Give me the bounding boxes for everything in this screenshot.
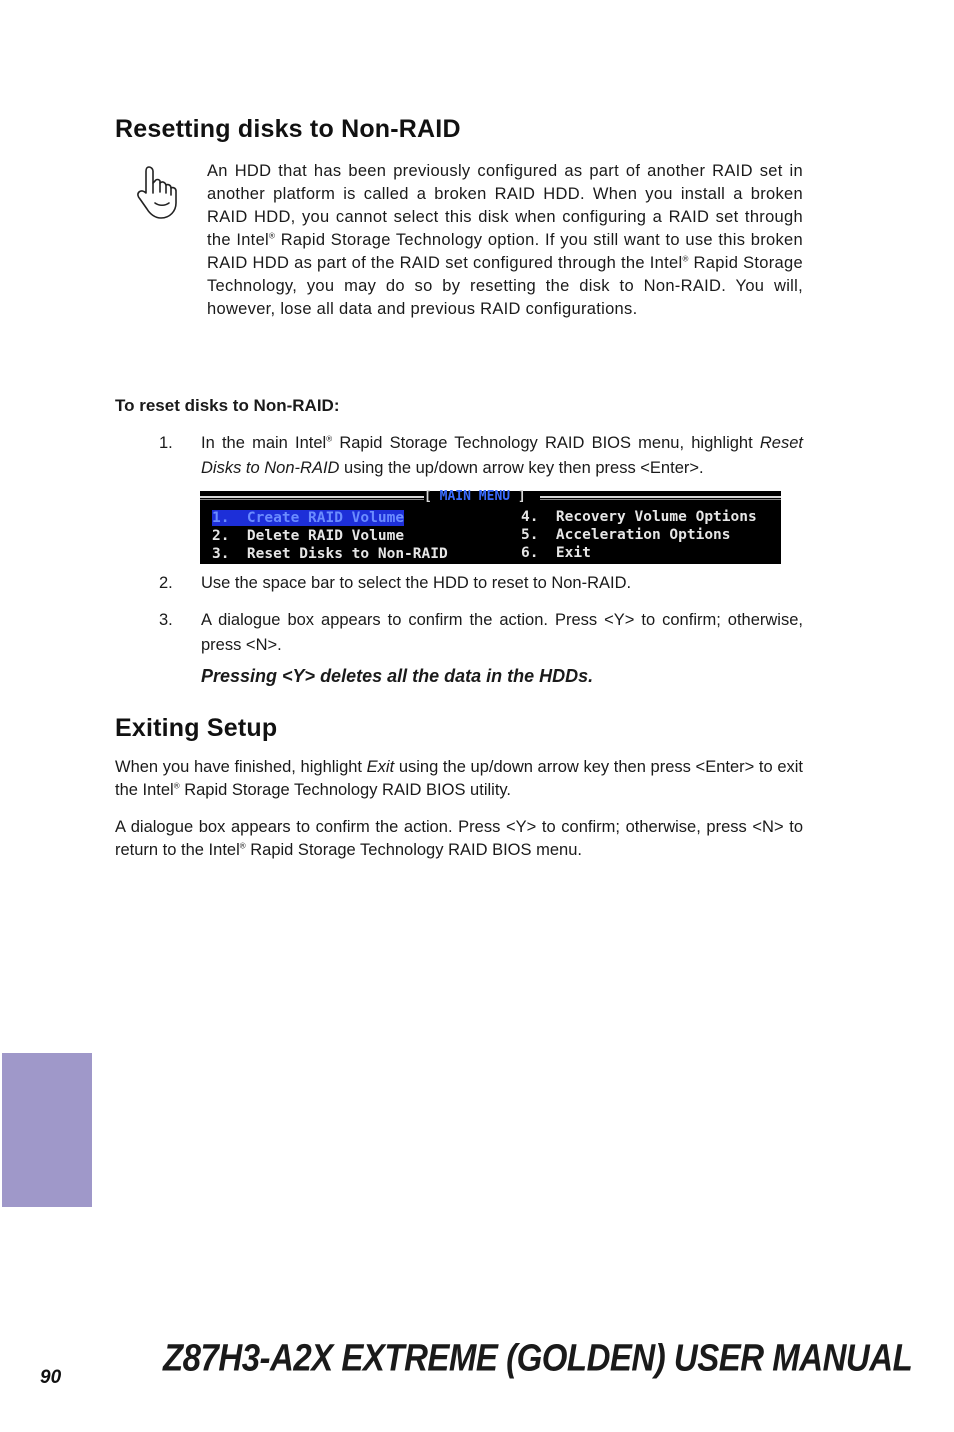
step-text: A dialogue box appears to confirm the action. Press <Y> to confirm; otherwise, press <N>. [201,611,803,654]
bios-item-recovery-volume[interactable]: 4. Recovery Volume Options [521,509,757,525]
step-number: 1. [159,434,173,452]
step-text: Use the space bar to select the HDD to reset to Non-RAID. [201,574,632,592]
chapter-side-tab [2,1053,92,1207]
bios-item-exit[interactable]: 6. Exit [521,545,591,561]
step-number: 2. [159,574,173,592]
step-3 [115,608,803,658]
note-text: An HDD that has been previously configured as part of another RAID set in another platform is called a broken RAID HDD. When you install a broken RAID HDD, you cannot select this disk when configuring a RAID set through the Intel® Rapid Storage Technology option. If you still want to use this broken RAID HDD as part of the RAID set configured through the Intel® Rapid Storage Technology, you may do so by resetting the disk to Non-RAID. You will, however, lose all data and previous RAID configurations. [207,162,803,318]
section-title-resetting: Resetting disks to Non-RAID [115,115,461,143]
bios-item-create-raid[interactable]: 1. Create RAID Volume [212,510,405,526]
bios-menu-header: [ MAIN MENU ] [424,489,526,504]
exiting-paragraph-2: A dialogue box appears to confirm the action. Press <Y> to confirm; otherwise, press <N> to return to the Intel® Rapid Storage Technology RAID BIOS menu. [115,818,803,859]
step-text: In the main Intel® Rapid Storage Technology RAID BIOS menu, highlight Reset Disks to Non-RAID using the up/down arrow key then press <Enter>. [201,434,803,477]
subheading-reset-disks: To reset disks to Non-RAID: [115,396,340,415]
bios-item-delete-raid[interactable]: 2. Delete RAID Volume [212,528,405,544]
step-2 [115,571,803,596]
bios-item-reset-disks[interactable]: 3. Reset Disks to Non-RAID [212,546,448,562]
warning-text: Pressing <Y> deletes all the data in the HDDs. [201,666,594,686]
exiting-paragraph-1: When you have finished, highlight Exit using the up/down arrow key then press <Enter> to exit the Intel® Rapid Storage Technology RAID BIOS utility. [115,758,804,799]
manual-title: Z87H3-A2X EXTREME (GOLDEN) USER MANUAL [163,1336,913,1379]
bios-item-acceleration[interactable]: 5. Acceleration Options [521,527,731,543]
page-number: 90 [40,1367,62,1388]
pointing-hand-icon [133,163,183,223]
step-1 [115,431,803,481]
step-number: 3. [159,611,173,629]
bios-main-menu-screenshot [200,491,781,564]
section-title-exiting-setup: Exiting Setup [115,714,278,742]
